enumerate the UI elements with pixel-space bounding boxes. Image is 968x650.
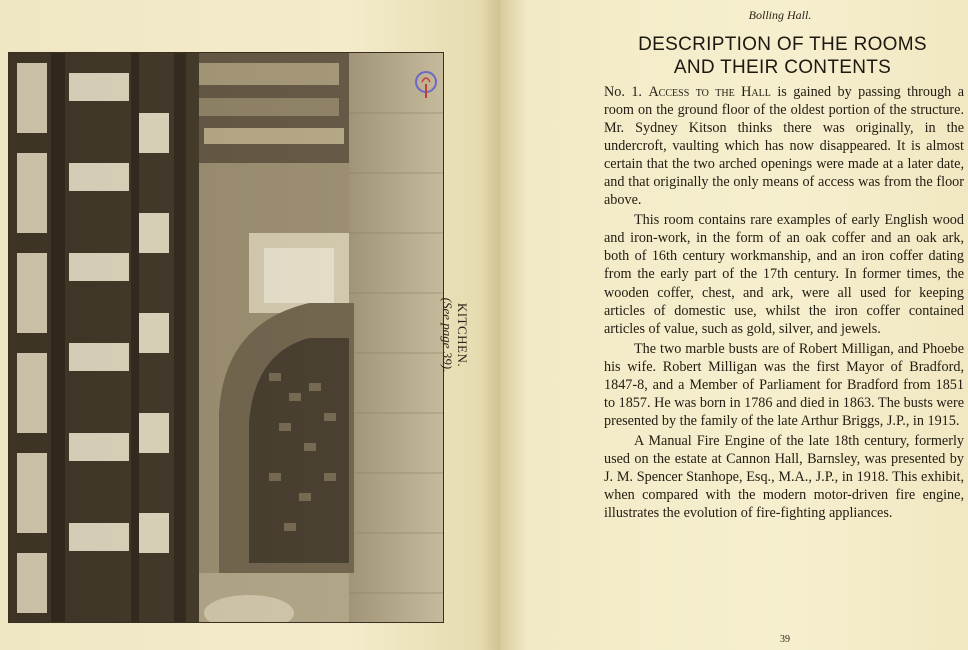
paragraph-1-text: is gained by passing through a room on the ground floor of the oldest portion of the structure. Mr. Sydney Kitson thinks there was originally, in the undercroft, vaulting which has now disappeared. It is almost certain that the two arched openings were made at a later date, and that originally the only means of access was from the floor above. — [604, 84, 965, 209]
caption-title: KITCHEN. — [455, 302, 470, 368]
body-text — [604, 83, 964, 524]
paragraph-4: A Manual Fire Engine of the late 18th century, formerly used on the estate at Cannon Hall, Barnsley, was presented by J. M. Spencer Stanhope, Esq., M.A., J.P., in 1918. This exhibit, when compared with the modern motor-driven fire engine, illustrates the evolution of fire-fighting appliances. — [604, 432, 964, 522]
caption-page-ref: (See page 39). — [440, 297, 455, 373]
room-name: Access to the Hall — [648, 84, 771, 100]
paragraph-1 — [604, 83, 964, 209]
kitchen-photo-drawing — [9, 53, 443, 622]
paragraph-2: This room contains rare examples of early English wood and iron-work, in the form of an oak coffer and an oak ark, both of 16th century workmanship, and an iron coffer dating from the early part of the 17th century. In former times, the wooden coffer, chest, and ark, were all used for keeping articles of domestic use, whilst the iron coffer contained articles of value, such as gold, silver, and jewels. — [604, 212, 964, 337]
page-number: 39 — [780, 634, 790, 645]
paragraph-3: The two marble busts are of Robert Milligan, and Phoebe his wife. Robert Milligan was the first Mayor of Bradford, 1847-8, and a Member of Parliament for Bradford from 1851 to 1857. He was born in 1786 and died in 1863. The busts were presented by the family of the late Arthur Briggs, J.P., in 1915. — [604, 340, 964, 429]
library-stamp-icon — [414, 70, 438, 100]
heading-line-2: AND THEIR CONTENTS — [673, 57, 892, 78]
running-head: Bolling Hall. — [748, 8, 812, 22]
section-heading — [590, 33, 968, 79]
kitchen-photograph — [8, 52, 444, 623]
room-number: No. 1. — [604, 84, 642, 100]
heading-line-1: DESCRIPTION OF THE ROOMS — [638, 34, 927, 55]
